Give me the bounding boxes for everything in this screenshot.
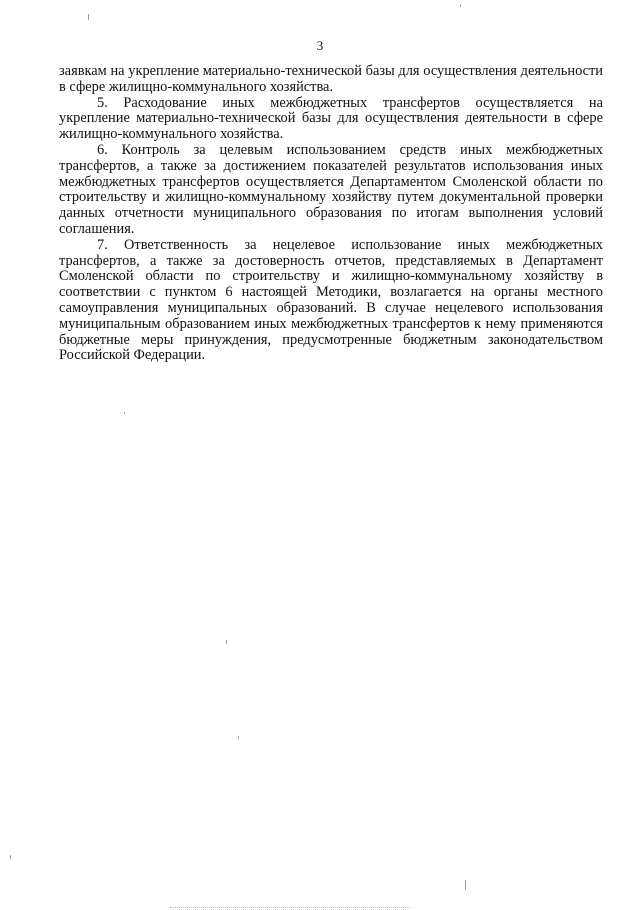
paragraph-item-5: 5. Расходование иных межбюджетных трансфертов осуществляется на укрепление материально-технической базы для осуществления деятельности в сфере жилищно-коммунального хозяйства. bbox=[59, 94, 603, 143]
scan-speck bbox=[460, 4, 461, 7]
scan-speck bbox=[88, 14, 89, 20]
page-number: 3 bbox=[316, 38, 324, 53]
paragraph-item-7: 7. Ответственность за нецелевое использование иных межбюджетных трансфертов, а также за достоверность отчетов, представляемых в Департамент Смоленской области по строительству и жилищно-коммунальному хозяйству в соответствии с пунктом 6 настоящей Методики, возлагается на органы местного самоуправления муниципальных образований. В случае нецелевого использования муниципальным образованием иных межбюджетных трансфертов к нему применяются бюджетные меры принуждения, предусмотренные бюджетным законодательством Российской Федерации. bbox=[59, 236, 603, 364]
scan-speck bbox=[238, 736, 239, 739]
scan-speck bbox=[10, 855, 11, 859]
scan-speck bbox=[124, 412, 125, 414]
paragraph-continuation: заявкам на укрепление материально-технической базы для осуществления деятельности в сфере жилищно-коммунального хозяйства. bbox=[59, 63, 603, 95]
paragraph-item-6: 6. Контроль за целевым использованием средств иных межбюджетных трансфертов, а также за достижением показателей результатов использования иных межбюджетных трансфертов осуществляется Департаментом Смоленской области по строительству и жилищно-коммунальному хозяйству путем документальной проверки данных отчетности муниципального образования по итогам выполнения условий соглашения. bbox=[59, 141, 603, 237]
scan-speck bbox=[226, 640, 227, 644]
document-body bbox=[59, 64, 603, 364]
scan-speck bbox=[465, 880, 466, 890]
